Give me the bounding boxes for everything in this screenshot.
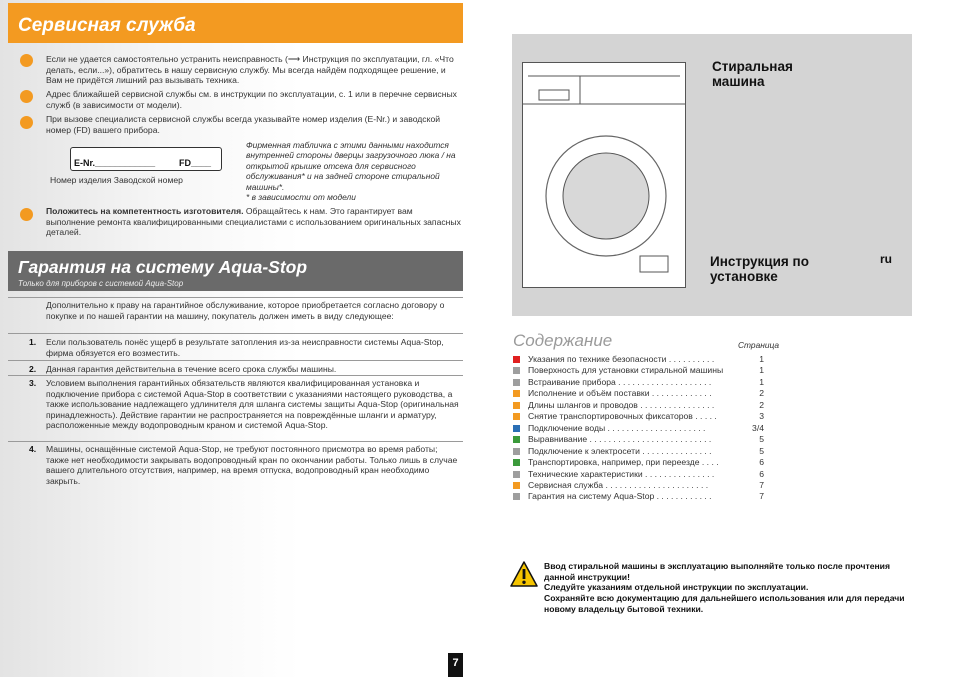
divider [8,441,463,442]
toc-item-text: Исполнение и объём поставки [528,388,650,399]
toc-item-page: 6 [759,468,764,479]
toc-item [512,457,772,468]
toc-item-dots: . . . . . . . . . . . . . . . . [637,399,715,410]
bullet-dot-icon [20,208,33,221]
toc-item-label [528,469,714,480]
warranty-subtitle: Только для приборов с системой Aqua-Stop [18,279,184,288]
toc-item [512,491,772,502]
toc-color-square-icon [513,356,520,363]
bullet-dot-icon [20,116,33,129]
toc-item [512,434,772,445]
toc-item-dots: . . . . . . . . . . . . [654,491,712,502]
toc-color-square-icon [513,402,520,409]
plate-enr-label: E-Nr.____________ [74,158,156,168]
toc-item-dots: . . . . . . . . . . . . . . . . . . . . . . [603,479,709,490]
toc-item [512,423,772,434]
toc-item-page: 2 [759,399,764,410]
toc-item-text: Транспортировка, например, при переезде [528,457,700,468]
toc-item-page: 7 [759,479,764,490]
toc-item-text: Технические характеристики [528,468,643,479]
rating-plate [70,147,222,171]
toc-item [512,354,772,365]
washing-machine-icon [522,62,686,288]
language-code: ru [880,252,892,266]
toc-item-dots: . . . . . . . . . . . . . . . [642,468,715,479]
toc-item-dots: . . . . [699,457,719,468]
toc-item-dots: . . . . . . . . . . [666,354,715,364]
plate-footnote: * в зависимости от модели [246,192,356,203]
toc-item [512,377,772,388]
toc-title: Содержание [513,331,613,350]
warranty-item-text: Если пользователь понёс ущерб в результате затопления из-за неисправности системы Aqua-Stop, фирма обязуется его возместить. [46,337,444,358]
bullet-dot-icon [20,54,33,67]
toc-item-label [528,491,712,502]
toc-item-page: 3 [759,411,764,422]
warranty-item-number: 2. [29,364,37,374]
warning-line-3: Сохраняйте всю документацию для дальнейшего использования или для передачи новому владельцу бытовой техники. [544,593,905,614]
toc-item [512,400,772,411]
toc-item-text: Указания по технике безопасности [528,354,667,364]
service-paragraph-4-bold: Положитесь на компетентность изготовителя. [46,206,244,216]
toc-color-square-icon [513,390,520,397]
toc-item-dots: . . . . . [692,411,717,422]
toc-item-page: 1 [759,354,764,364]
divider [8,333,463,334]
toc-item-dots: . . . . . . . . . . . . . . . . . . . . . . . . . . [587,434,712,445]
warning-icon [510,561,538,587]
plate-note-text: Фирменная табличка с этими данными находится внутренней стороны дверцы загрузочного люка / на открытой крышке отсека для сервисного обслуживания* и на задней стороне стиральной машины*. [246,140,456,192]
toc-color-square-icon [513,448,520,455]
toc-color-square-icon [513,425,520,432]
plate-note [246,140,460,202]
divider [8,360,463,361]
toc-color-square-icon [513,367,520,374]
toc-item-label [528,411,717,422]
toc-item-page: 5 [759,434,764,445]
toc-item-text: Гарантия на систему Aqua-Stop [528,491,655,502]
toc-page-label: Страница [738,340,780,350]
toc-item-page: 3/4 [752,422,764,433]
toc-item-page: 1 [759,376,764,387]
toc-item-text: Подключение воды [528,422,606,433]
toc-item-label [528,365,723,376]
toc-item-label [528,457,719,468]
toc-item-text: Поверхность для установки стиральной машины [528,365,724,376]
warranty-item-number: 1. [29,337,37,347]
toc-item-label [528,434,711,445]
toc-item-page: 5 [759,445,764,456]
toc-item-label [528,377,711,388]
toc-color-square-icon [513,379,520,386]
cover-install-line-1: Инструкция по [710,254,809,269]
toc-item-page: 2 [759,388,764,399]
plate-fd-label: FD____ [179,158,212,168]
toc-item [512,365,772,376]
toc-item-label [528,423,705,434]
warranty-item-text: Данная гарантия действительна в течение всего срока службы машины. [46,364,337,374]
warning-text [544,561,912,615]
bullet-dot-icon [20,90,33,103]
warranty-intro: Дополнительно к праву на гарантийное обслуживание, которое приобретается согласно договору о покупке и по нашей гарантии на машину, покупатель должен иметь в виду следующее: [46,300,445,321]
service-paragraph-1: Если не удается самостоятельно устранить неисправность (⟶ Инструкция по эксплуатации, гл. «Что делать, если...»), обратитесь в нашу сервисную службу. Мы всегда найдём подходящее решение, и Вам не придётся лишний раз вызывать техника. [46,54,454,86]
service-paragraph-3: При вызове специалиста сервисной службы всегда указывайте номер изделия (E-Nr.) и заводской номер (FD) вашего прибора. [46,114,441,135]
warranty-item-text: Машины, оснащённые системой Aqua-Stop, не требуют постоянного присмотра во время работы; также нет необходимости закрывать водопроводный кран по окончании работы. Только лишь в случае вашего длительного отсутствия, например, на время отпуска, водопроводный кран необходимо закрыть. [46,444,458,486]
warranty-item-number: 3. [29,378,37,388]
toc-item-text: Встраивание прибора [528,376,616,387]
service-paragraph-2: Адрес ближайшей сервисной службы см. в инструкции по эксплуатации, с. 1 или в перечне сервисных служб (в зависимости от модели). [46,89,457,110]
cover-title-line-1: Стиральная [712,59,793,74]
toc-item-label [528,388,712,399]
toc-color-square-icon [513,482,520,489]
toc-item-label [528,446,712,457]
cover-title-line-2: машина [712,74,765,89]
toc-item-dots: . . . . . . . . . . . . . . . [639,445,712,456]
cover-install-line-2: установке [710,269,778,284]
service-paragraph-4-rest: Обращайтесь к нам. Это гарантирует вам выполнение ремонта квалифицированными специалистами с использованием оригинальных запасных деталей. [46,206,461,238]
toc-item [512,388,772,399]
toc-item-label [528,354,714,365]
warning-line-2: Следуйте указаниям отдельной инструкции по эксплуатации. [544,582,809,593]
toc-color-square-icon [513,413,520,420]
warranty-title: Гарантия на систему Aqua-Stop [18,257,308,277]
toc-item-page: 1 [759,365,764,376]
warranty-item-number: 4. [29,444,37,454]
toc-item-text: Длины шлангов и проводов [528,399,638,410]
toc-color-square-icon [513,459,520,466]
toc-color-square-icon [513,493,520,500]
toc-item-dots: . . . . . . . . . . . . . . . . . . . . [615,376,712,387]
toc-item-label [528,480,708,491]
toc-item-page: 6 [759,457,764,468]
service-paragraph-4 [46,206,462,238]
toc-item-page: 7 [759,491,764,502]
toc-item-text: Выравнивание [528,434,588,445]
warranty-item-text: Условием выполнения гарантийных обязательств являются квалифицированная установка и подключение прибора с системой Aqua-Stop в соответствии с указаниями настоящего руководства, а также использование надлежащего удлинителя для шланга системы защиты Aqua-Stop (оригинальная принадлежность). Действие гарантии не распространяется на повреждённые шланги и арматуру, расположенные между водопроводным краном и системой Aqua-Stop. [46,378,459,431]
toc-item-text: Сервисная служба [528,479,604,490]
plate-caption: Номер изделия Заводской номер [50,175,183,185]
warning-line-1: Ввод стиральной машины в эксплуатацию выполняйте только после прочтения данной инструкции! [544,561,890,582]
cover-title [712,59,793,89]
toc-item-dots: . . . . . . . . . . . . . [649,388,712,399]
toc-item-dots: . . . . . . . . . . . . . . . . . . . . . [605,422,706,433]
toc-item [512,469,772,480]
toc-item-text: Снятие транспортировочных фиксаторов [528,411,693,422]
toc-item [512,446,772,457]
toc-item-label [528,400,714,411]
toc-item [512,411,772,422]
cover-install-title [710,254,809,284]
toc-item-text: Подключение к электросети [528,445,640,456]
divider [8,297,463,298]
toc-item [512,480,772,491]
service-title: Сервисная служба [18,15,196,36]
toc-color-square-icon [513,471,520,478]
toc-color-square-icon [513,436,520,443]
divider [8,375,463,376]
page-number: 7 [448,653,463,677]
